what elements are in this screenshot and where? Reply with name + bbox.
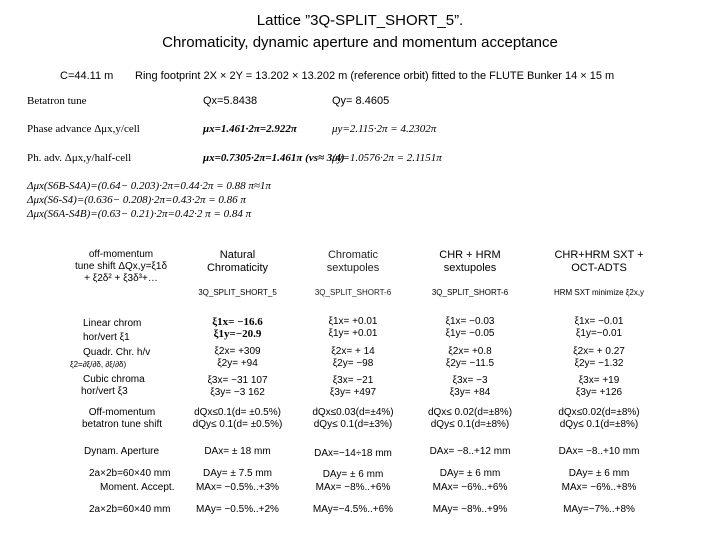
row-label: Dynam. Aperture [84,446,160,457]
cell-line: dQx≤ 0.02(d=±8%) [427,407,513,418]
table-cell: MAy=−7%..+8% [563,504,635,515]
column-header [414,249,526,299]
column-header [185,249,290,299]
cell-line: ξ2x= + 14 [331,346,375,357]
cell-line: ξ3y= +126 [575,387,623,398]
table-cell [414,375,526,399]
cell-line: ξ2y= −98 [332,358,374,369]
row-label: 2a×2b=60×40 mm [89,504,171,515]
cell-line: ξ1y=−0.01 [575,328,623,339]
row-label-line: hor/vert ξ1 [83,332,130,343]
table-cell: DAy= ± 6 mm [439,468,501,479]
table-cell [185,375,290,399]
cell-line: ξ1x= −0.03 [445,316,495,327]
cell-line: ξ1y= +0.01 [328,328,378,339]
phase-line: Δμx(S6A-S4B)=(0.63− 0.21)·2π=0.42·2 π = 0.84 π [27,208,252,220]
title-line-1: Lattice ”3Q-SPLIT_SHORT_5”. [256,12,464,29]
header-line: OCT-ADTS [571,262,627,274]
table-cell: DAy= ± 7.5 mm [203,468,272,479]
cell-line: dQy≤ 0.1(d=±3%) [313,419,393,430]
table-cell: DAy= ± 6 mm [322,469,384,480]
row-label-line: hor/vert ξ3 [81,386,128,397]
cell-line: dQx≤0.02(d=±8%) [558,407,640,418]
table-cell [528,346,670,370]
table-cell: DAx= −8..+12 mm [429,446,511,457]
cell-line: ξ2y= −1.32 [574,358,624,369]
table-cell [528,407,670,431]
row-label-line: Off-momentum [88,407,156,418]
row-label: 2a×2b=60×40 mm [89,468,171,479]
row-label [72,407,172,431]
cell-line: ξ2x= +309 [214,346,261,357]
table-cell: MAx= −6%..+8% [561,482,637,493]
title-line-2: Chromaticity, dynamic aperture and momentum acceptance [162,34,558,51]
header-line: Chromaticity [206,262,269,274]
table-cell [297,407,409,431]
table-intro [74,249,168,285]
cell-line: dQx≤0.1(d= ±0.5%) [194,407,281,418]
ring-footprint: Ring footprint 2X × 2Y = 13.202 × 13.202 m (reference orbit) fitted to the FLUTE Bunker 14 × 15 m [135,70,615,82]
cell-line: ξ2y= +94 [217,358,258,369]
intro-line: + ξ2δ² + ξ3δ³+… [84,273,158,284]
cell-line: ξ1x= +0.01 [328,316,378,327]
cell-line: dQy≤ 0.1(d=±8%) [559,419,639,430]
table-cell: DAy= ± 6 mm [568,468,630,479]
table-cell: DAx= −8..+10 mm [558,446,640,457]
table-cell [185,346,290,370]
tune-row-x: μx=0.7305·2π=1.461π (νs≈ 3/4) [203,152,345,164]
table-cell: MAy= −8%..+9% [432,504,508,515]
table-cell [528,375,670,399]
cell-line: ξ3x= +19 [578,375,620,386]
header-sub: 3Q_SPLIT_SHORT-6 [431,288,509,297]
cell-line: ξ1x= −0.01 [574,316,624,327]
intro-line: off-momentum [88,249,154,260]
header-sub: 3Q_SPLIT_SHORT-6 [314,288,392,297]
tune-row-label: Betatron tune [27,95,87,107]
tune-row-y: Qy= 8.4605 [332,95,390,107]
cell-line: dQy≤ 0.1(d= ±0.5%) [192,419,283,430]
table-cell: MAy= −0.5%..+2% [196,504,279,515]
intro-line: tune shift ΔQx,y=ξ1δ [74,261,168,272]
row-label-line: Linear chrom [83,318,142,329]
tune-row-y: μy=1.0576·2π = 2.1151π [332,152,442,164]
row-label-line: ξ2=∂ξ/∂δ, ∂ξ/∂δ) [70,360,127,369]
tune-row-y: μy=2.115·2π = 4.2302π [332,123,437,135]
table-cell [185,316,290,340]
header-line: CHR + HRM [439,249,501,261]
column-header [528,249,670,299]
table-cell [414,407,526,431]
header-sub: 3Q_SPLIT_SHORT_5 [198,288,277,297]
cell-line: ξ1x= −16.6 [212,316,263,328]
cell-line: ξ3y= +497 [329,387,377,398]
cell-line: ξ3x= −21 [332,375,374,386]
table-cell: MAx= −8%..+6% [315,482,391,493]
cell-line: ξ1y=−20.9 [213,328,262,340]
cell-line: ξ2y= −11.5 [445,358,495,369]
cell-line: ξ2x= +0.8 [448,346,492,357]
table-cell [297,346,409,370]
tune-row-label: Phase advance Δμx,y/cell [27,123,140,135]
tune-row-x: μx=1.461·2π=2.922π [203,123,297,135]
cell-line: dQx≤0.03(d=±4%) [312,407,394,418]
row-label [70,347,151,371]
header-line: CHR+HRM SXT + [554,249,644,261]
row-label [83,318,141,344]
cell-line: ξ3x= −3 [452,375,488,386]
cell-line: dQy≤ 0.1(d=±8%) [430,419,510,430]
row-label-line: betatron tune shift [81,419,163,430]
phase-line: Δμx(S6B-S4A)=(0.64− 0.203)·2π=0.44·2π = 0.88 π≈1π [27,180,271,192]
row-label-line: Quadr. Chr. h/v [83,347,151,358]
table-cell: MAx= −6%..+6% [432,482,508,493]
cell-line: ξ1y= −0.05 [445,328,495,339]
table-cell [414,346,526,370]
cell-line: ξ2x= + 0.27 [573,346,625,357]
tune-row-x: Qx=5.8438 [203,95,258,107]
phase-line: Δμx(S6-S4)=(0.636− 0.208)·2π=0.43·2π = 0.86 π [27,194,246,206]
row-label-line: Cubic chroma [83,374,145,385]
cell-line: ξ3y= −3 162 [210,387,265,398]
header-line: sextupoles [443,262,497,274]
table-cell [297,316,409,340]
header-sub: HRM SXT minimize ξ2x,y [553,288,645,297]
table-cell: DAx= ± 18 mm [204,446,271,457]
header-line: sextupoles [326,262,380,274]
tune-row-label: Ph. adv. Δμx,y/half-cell [27,152,132,164]
header-line: Natural [219,249,256,261]
row-label [83,374,145,398]
header-line: Chromatic [327,249,379,261]
table-cell [185,407,290,431]
row-label: Moment. Accept. [100,482,175,493]
cell-line: ξ3y= +84 [449,387,491,398]
table-cell: MAx= −0.5%..+3% [195,482,280,493]
circumference: C=44.11 m [60,70,114,82]
table-cell: DAx=−14÷18 mm [314,448,392,459]
column-header [297,249,409,299]
table-cell [297,375,409,399]
cell-line: ξ3x= −31 107 [207,375,268,386]
table-cell [414,316,526,340]
table-cell: MAy=−4.5%..+6% [312,504,394,515]
table-cell [528,316,670,340]
